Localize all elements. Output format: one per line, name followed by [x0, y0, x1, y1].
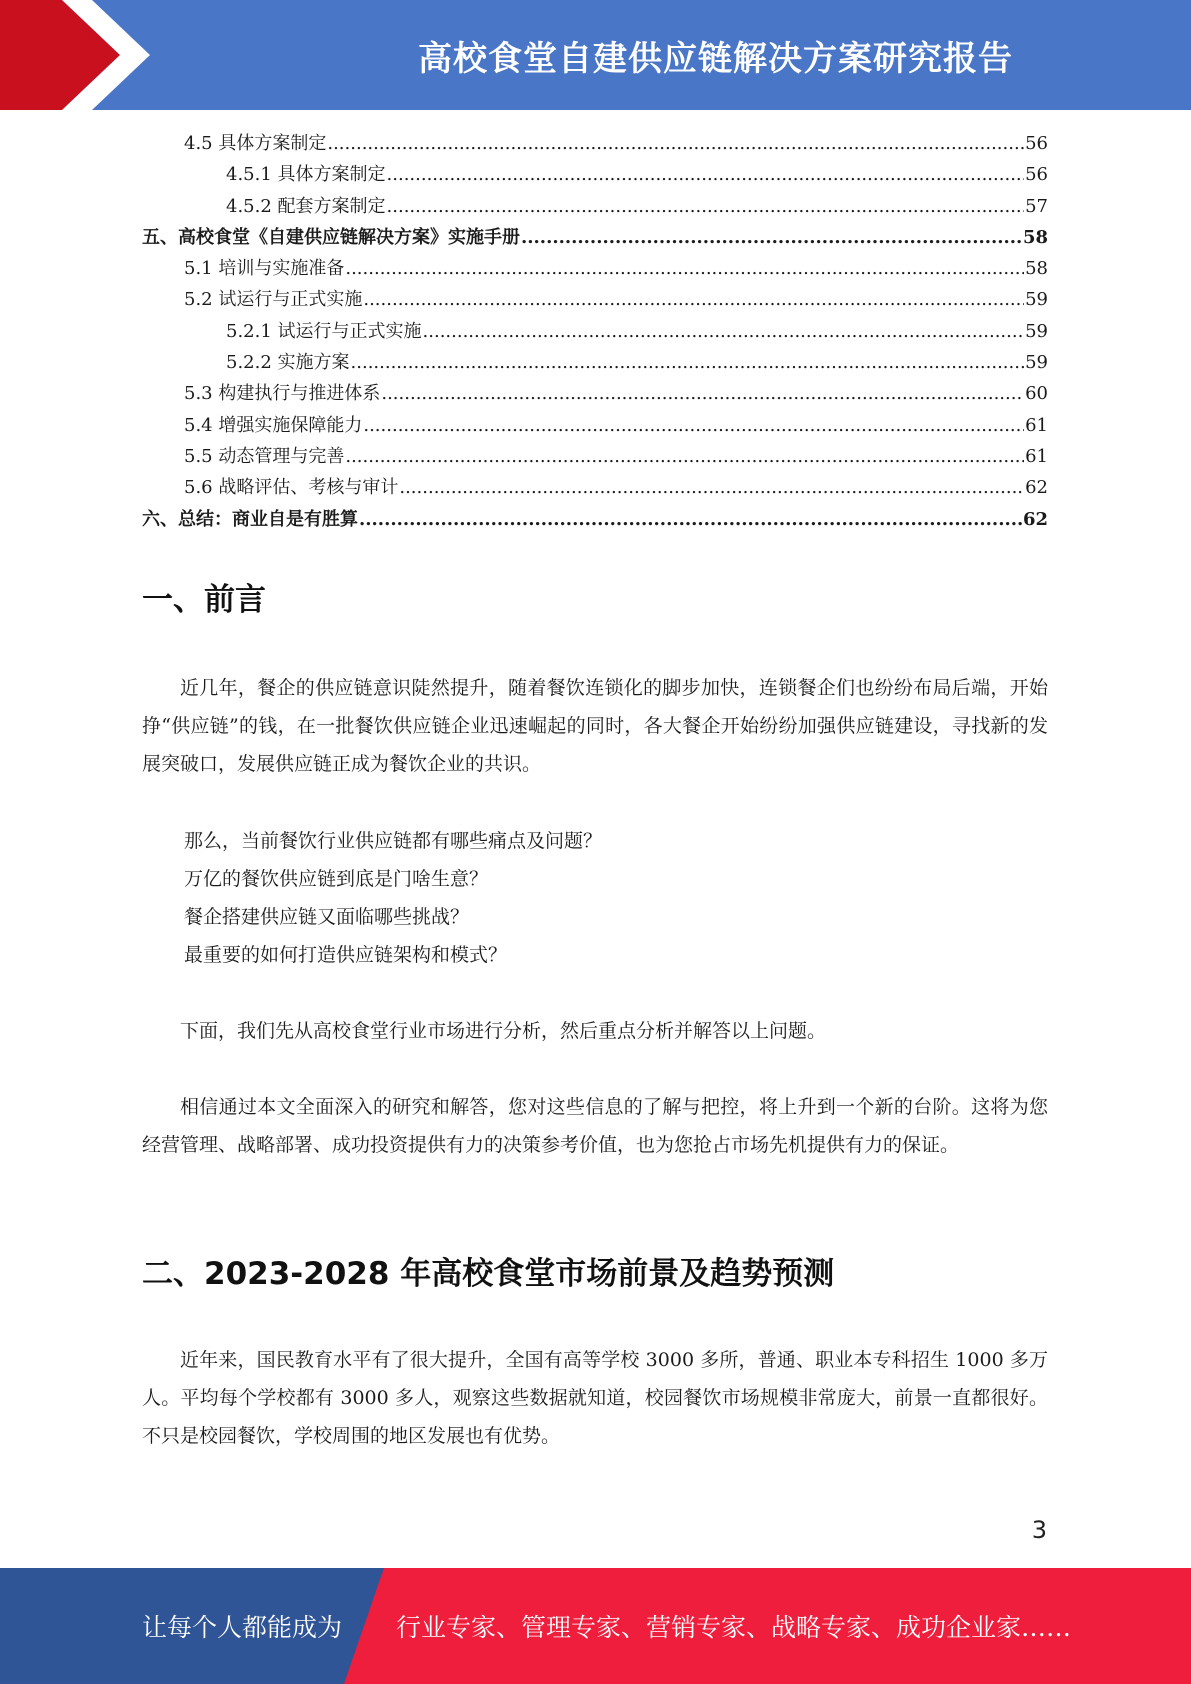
toc-entry-page: 62: [1022, 508, 1048, 530]
toc-entry-page: 57: [1025, 195, 1048, 217]
toc-entry-title: 5.2.1 试运行与正式实施: [226, 320, 422, 342]
footer-slogan-right: 行业专家、管理专家、营销专家、战略专家、成功企业家……: [396, 1613, 1072, 1642]
toc-entry[interactable]: [142, 504, 1048, 535]
toc-entry-page: 61: [1025, 414, 1048, 436]
toc-entry-title: 五、高校食堂《自建供应链解决方案》实施手册: [142, 226, 520, 248]
question-item: 餐企搭建供应链又面临哪些挑战？: [184, 906, 470, 928]
toc-leader: [351, 347, 1025, 378]
toc-leader: [345, 253, 1024, 284]
paragraph: 相信通过本文全面深入的研究和解答，您对这些信息的了解与把控，将上升到一个新的台阶。这将为您经营管理、战略部署、成功投资提供有力的决策参考价值，也为您抢占市场先机提供有力的保证。: [142, 1096, 1048, 1156]
section-heading: 二、2023-2028 年高校食堂市场前景及趋势预测: [142, 1256, 835, 1292]
toc-entry[interactable]: [142, 410, 1048, 441]
toc-entry[interactable]: [142, 441, 1048, 472]
toc-entry-title: 六、总结：商业自是有胜算: [142, 508, 358, 530]
paragraph: 下面，我们先从高校食堂行业市场进行分析，然后重点分析并解答以上问题。: [180, 1020, 827, 1042]
toc-entry-title: 5.2 试运行与正式实施: [184, 289, 363, 311]
page-header: [0, 0, 1191, 110]
preface-body-3: [142, 1088, 1048, 1164]
toc-entry[interactable]: [142, 378, 1048, 409]
toc-entry[interactable]: [142, 284, 1048, 315]
toc-entry-title: 5.1 培训与实施准备: [184, 258, 345, 280]
toc-leader: [327, 128, 1024, 159]
section-heading: 一、前言: [142, 582, 266, 618]
toc-entry[interactable]: [142, 472, 1048, 503]
toc-leader: [363, 410, 1024, 441]
section-preface: [142, 574, 1048, 619]
toc-entry-page: 58: [1022, 226, 1048, 248]
toc-entry-page: 59: [1025, 352, 1048, 374]
toc-entry-title: 5.3 构建执行与推进体系: [184, 383, 381, 405]
preface-body: [142, 669, 1048, 783]
toc-entry-title: 4.5.2 配套方案制定: [226, 195, 386, 217]
toc-entry-page: 59: [1025, 320, 1048, 342]
toc-leader: [381, 378, 1024, 409]
toc-entry[interactable]: [142, 253, 1048, 284]
toc-entry-title: 4.5 具体方案制定: [184, 133, 327, 154]
toc-entry-title: 5.6 战略评估、考核与审计: [184, 477, 399, 499]
toc-leader: [399, 472, 1024, 503]
toc-entry[interactable]: [142, 347, 1048, 378]
toc-entry-page: 58: [1025, 258, 1048, 280]
toc-entry[interactable]: [142, 128, 1048, 159]
toc-entry-page: 60: [1025, 383, 1048, 405]
market-outlook-body: [142, 1341, 1048, 1455]
footer-slogan-left: 让每个人都能成为: [142, 1613, 343, 1642]
toc-entry-title: 5.2.2 实施方案: [226, 352, 350, 374]
paragraph: 近年来，国民教育水平有了很大提升，全国有高等学校 3000 多所，普通、职业本专科招生 1000 多万人。平均每个学校都有 3000 多人，观察这些数据就知道，校园餐饮市场规模非常庞大，前景一直都很好。不只是校园餐饮，学校周围的地区发展也有优势。: [142, 1349, 1048, 1447]
preface-body-2: [142, 1012, 1048, 1050]
header-chevron-decoration: [0, 0, 260, 110]
question-item: 那么，当前餐饮行业供应链都有哪些痛点及问题？: [184, 830, 603, 852]
toc-entry-page: 59: [1025, 289, 1048, 311]
toc-leader: [387, 159, 1025, 190]
page-footer: [0, 1568, 1191, 1684]
toc-entry[interactable]: [142, 191, 1048, 222]
toc-entry[interactable]: [142, 316, 1048, 347]
toc-entry-page: 62: [1025, 477, 1048, 499]
toc-leader: [423, 316, 1025, 347]
toc-leader: [387, 191, 1025, 222]
toc-leader: [363, 284, 1024, 315]
toc-entry-page: 56: [1025, 164, 1048, 186]
question-item: 最重要的如何打造供应链架构和模式？: [184, 944, 508, 966]
toc-leader: [359, 504, 1022, 535]
toc-entry[interactable]: [142, 222, 1048, 253]
toc-entry-title: 5.5 动态管理与完善: [184, 445, 345, 467]
toc-leader: [345, 441, 1024, 472]
paragraph: 近几年，餐企的供应链意识陡然提升，随着餐饮连锁化的脚步加快，连锁餐企们也纷纷布局后端，开始挣“供应链”的钱，在一批餐饮供应链企业迅速崛起的同时，各大餐企开始纷纷加强供应链建设，寻找新的发展突破口，发展供应链正成为餐饮企业的共识。: [142, 677, 1048, 775]
section-market-outlook: [142, 1248, 1048, 1293]
toc-entry[interactable]: [142, 159, 1048, 190]
question-item: 万亿的餐饮供应链到底是门啥生意？: [184, 868, 489, 890]
page-number: 3: [1031, 1516, 1047, 1544]
toc-entry-page: 61: [1025, 445, 1048, 467]
toc-entry-title: 5.4 增强实施保障能力: [184, 414, 363, 436]
toc-leader: [521, 222, 1022, 253]
toc-entry-page: 56: [1025, 133, 1048, 154]
table-of-contents: [142, 128, 1048, 535]
header-title: 高校食堂自建供应链解决方案研究报告: [418, 38, 1013, 79]
question-list: [142, 822, 1048, 974]
toc-entry-title: 4.5.1 具体方案制定: [226, 164, 386, 186]
